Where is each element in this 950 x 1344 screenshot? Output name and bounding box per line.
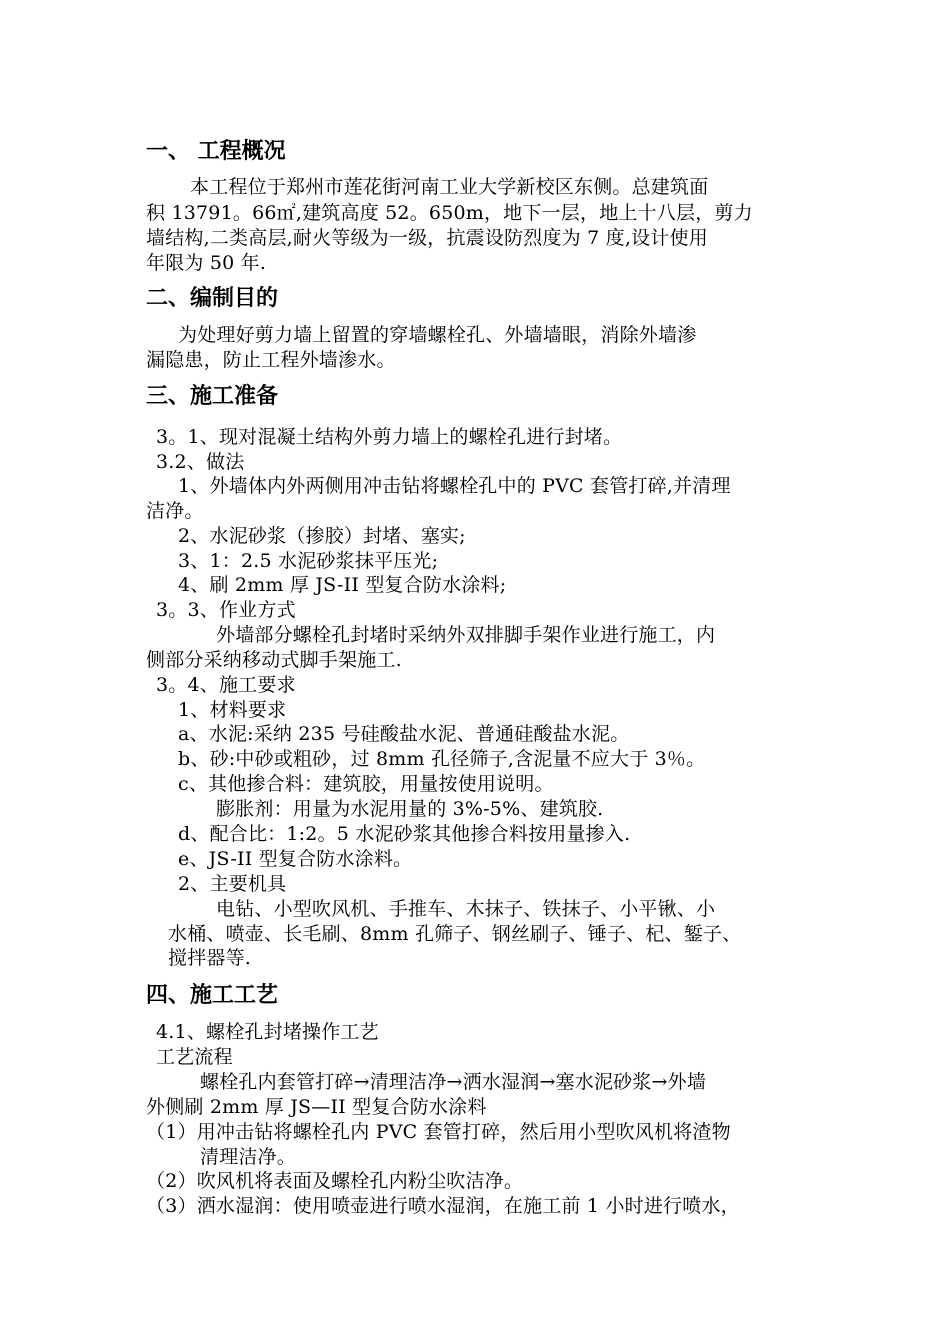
section-heading-process: 四、施工工艺: [146, 983, 279, 1008]
paragraph-line: 外侧刷 2mm 厚 JS—II 型复合防水涂料: [146, 1096, 487, 1118]
paragraph-line: 外墙部分螺栓孔封堵时采纳外双排脚手架作业进行施工，内: [216, 624, 716, 646]
paragraph-line: 水桶、喷壶、长毛刷、8mm 孔筛子、钢丝刷子、锤子、杞、錾子、: [168, 923, 742, 945]
paragraph-line: （1）用冲击钻将螺栓孔内 PVC 套管打碎，然后用小型吹风机将渣物: [146, 1121, 731, 1143]
paragraph-line: 工艺流程: [156, 1046, 233, 1068]
paragraph-line: 为处理好剪力墙上留置的穿墙螺栓孔、外墙墙眼，消除外墙渗: [178, 324, 697, 346]
paragraph-line: 3、1：2.5 水泥砂浆抹平压光;: [178, 550, 439, 572]
section-heading-overview: 一、 工程概况: [146, 139, 286, 164]
paragraph-line: 洁净。: [146, 500, 204, 522]
paragraph-line: 膨胀剂：用量为水泥用量的 3%-5%、建筑胶.: [216, 798, 604, 820]
paragraph-line: c、其他掺合料：建筑胶，用量按使用说明。: [178, 773, 554, 795]
paragraph-line: 墙结构,二类高层,耐火等级为一级，抗震设防烈度为 7 度,设计使用: [146, 227, 708, 249]
paragraph-line: 本工程位于郑州市莲花街河南工业大学新校区东侧。总建筑面: [190, 176, 709, 198]
paragraph-line: 2、主要机具: [178, 873, 287, 895]
paragraph-line: 年限为 50 年.: [146, 252, 267, 274]
paragraph-line: 1、外墙体内外两侧用冲击钻将螺栓孔中的 PVC 套管打碎,并清理: [178, 475, 731, 497]
paragraph-line: （3）洒水湿润：使用喷壶进行喷水湿润，在施工前 1 小时进行喷水，: [146, 1195, 740, 1217]
paragraph-line: a、水泥:采纳 235 号硅酸盐水泥、普通硅酸盐水泥。: [178, 723, 630, 745]
section-heading-preparation: 三、施工准备: [146, 384, 279, 409]
paragraph-line: 4.1、螺栓孔封堵操作工艺: [156, 1021, 379, 1043]
paragraph-line: 搅拌器等.: [168, 947, 252, 969]
paragraph-line: 电钻、小型吹风机、手推车、木抹子、铁抹子、小平锹、小: [216, 898, 716, 920]
paragraph-line: 3。1、现对混凝土结构外剪力墙上的螺栓孔进行封堵。: [156, 426, 623, 448]
paragraph-line: 侧部分采纳移动式脚手架施工.: [146, 649, 402, 671]
paragraph-line: e、JS-II 型复合防水涂料。: [178, 848, 413, 870]
paragraph-line: 漏隐患，防止工程外墙渗水。: [146, 349, 396, 371]
paragraph-line: 积 13791。66㎡,建筑高度 52。650m，地下一层，地上十八层，剪力: [146, 202, 753, 224]
paragraph-line: 清理洁净。: [200, 1146, 297, 1168]
paragraph-line: 2、水泥砂浆（掺胶）封堵、塞实;: [178, 525, 466, 547]
paragraph-line: （2）吹风机将表面及螺栓孔内粉尘吹洁净。: [146, 1170, 524, 1192]
paragraph-line: 3。3、作业方式: [156, 599, 296, 621]
paragraph-line: 4、刷 2mm 厚 JS-II 型复合防水涂料;: [178, 574, 507, 596]
paragraph-line: 3。4、施工要求: [156, 674, 296, 696]
section-heading-purpose: 二、编制目的: [146, 286, 279, 311]
paragraph-line: b、砂:中砂或粗砂，过 8mm 孔径筛子,含泥量不应大于 3％。: [178, 748, 706, 770]
paragraph-line: d、配合比：1:2。5 水泥砂浆其他掺合料按用量掺入.: [178, 823, 631, 845]
paragraph-line: 1、材料要求: [178, 699, 287, 721]
paragraph-line: 3.2、做法: [156, 451, 245, 473]
paragraph-line: 螺栓孔内套管打碎→清理洁净→洒水湿润→塞水泥砂浆→外墙: [200, 1071, 707, 1093]
